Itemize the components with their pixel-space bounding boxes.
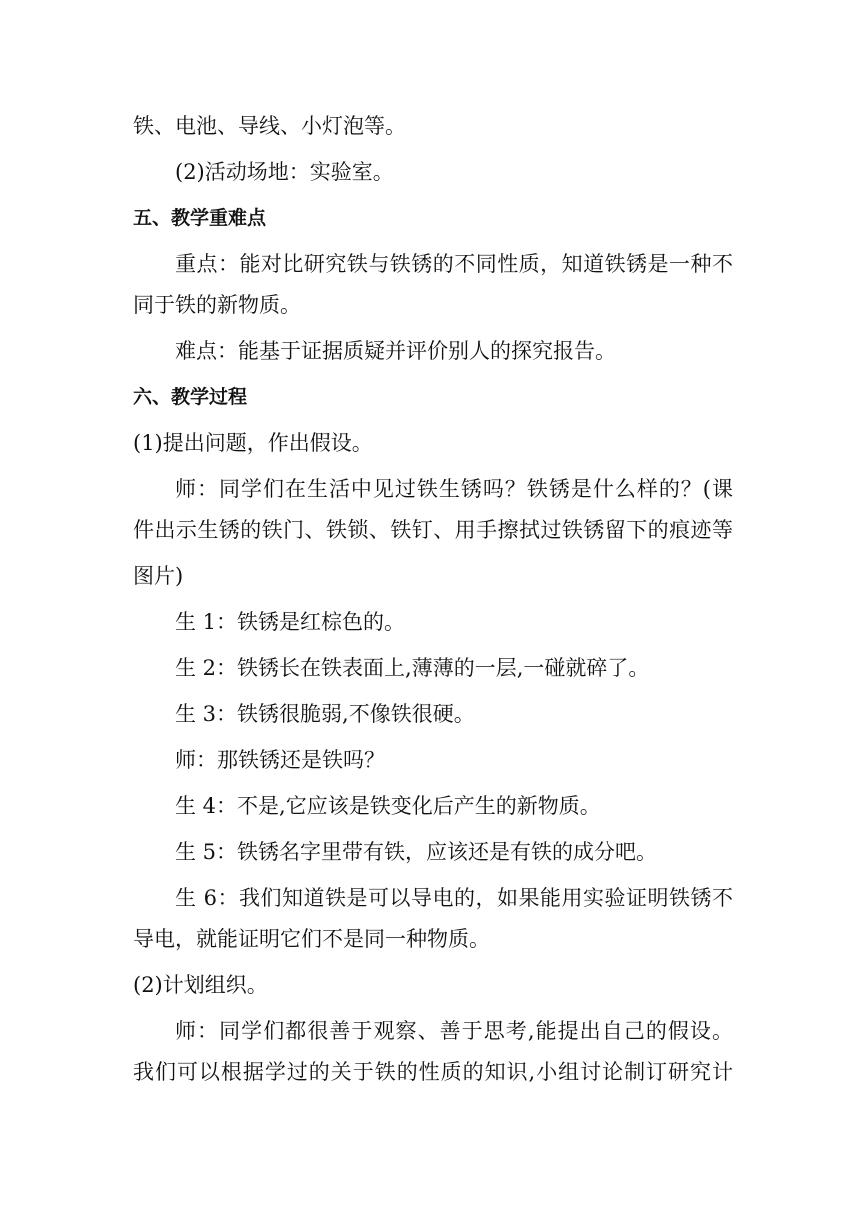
step-2-heading: (2)计划组织。 — [133, 973, 268, 997]
student-2-line: 生 2：铁锈长在铁表面上,薄薄的一层,一碰就碎了。 — [175, 656, 650, 680]
student-5-line: 生 5：铁锈名字里带有铁，应该还是有铁的成分吧。 — [175, 840, 658, 864]
teacher-line-3b: 我们可以根据学过的关于铁的性质的知识,小组讨论制订研究计 — [133, 1060, 733, 1084]
teacher-line-1a: 师：同学们在生活中见过铁生锈吗？铁锈是什么样的？(课 — [175, 477, 733, 501]
teacher-line-2: 师：那铁锈还是铁吗？ — [175, 748, 385, 772]
teacher-line-1c: 图片) — [133, 564, 184, 588]
student-6-line-a: 生 6：我们知道铁是可以导电的，如果能用实验证明铁锈不 — [175, 886, 733, 910]
key-point-line-1: 重点：能对比研究铁与铁锈的不同性质，知道铁锈是一种不 — [175, 252, 733, 276]
student-1-line: 生 1：铁锈是红棕色的。 — [175, 610, 406, 634]
section-heading-teaching-process: 六、教学过程 — [133, 386, 248, 408]
step-1-heading: (1)提出问题，作出假设。 — [133, 431, 373, 455]
document-page — [133, 0, 733, 1216]
materials-line-continued: 铁、电池、导线、小灯泡等。 — [133, 114, 406, 138]
activity-venue-line: (2)活动场地：实验室。 — [175, 160, 394, 184]
student-4-line: 生 4：不是,它应该是铁变化后产生的新物质。 — [175, 794, 601, 818]
teacher-line-3a: 师：同学们都很善于观察、善于思考,能提出自己的假设。 — [175, 1019, 733, 1043]
teacher-line-1b: 件出示生锈的铁门、铁锁、铁钉、用手擦拭过铁锈留下的痕迹等 — [133, 518, 733, 542]
student-3-line: 生 3：铁锈很脆弱,不像铁很硬。 — [175, 702, 475, 726]
student-6-line-b: 导电，就能证明它们不是同一种物质。 — [133, 927, 490, 951]
difficult-point-line: 难点：能基于证据质疑并评价别人的探究报告。 — [175, 339, 616, 363]
key-point-line-2: 同于铁的新物质。 — [133, 293, 301, 317]
section-heading-key-points: 五、教学重难点 — [133, 207, 267, 229]
